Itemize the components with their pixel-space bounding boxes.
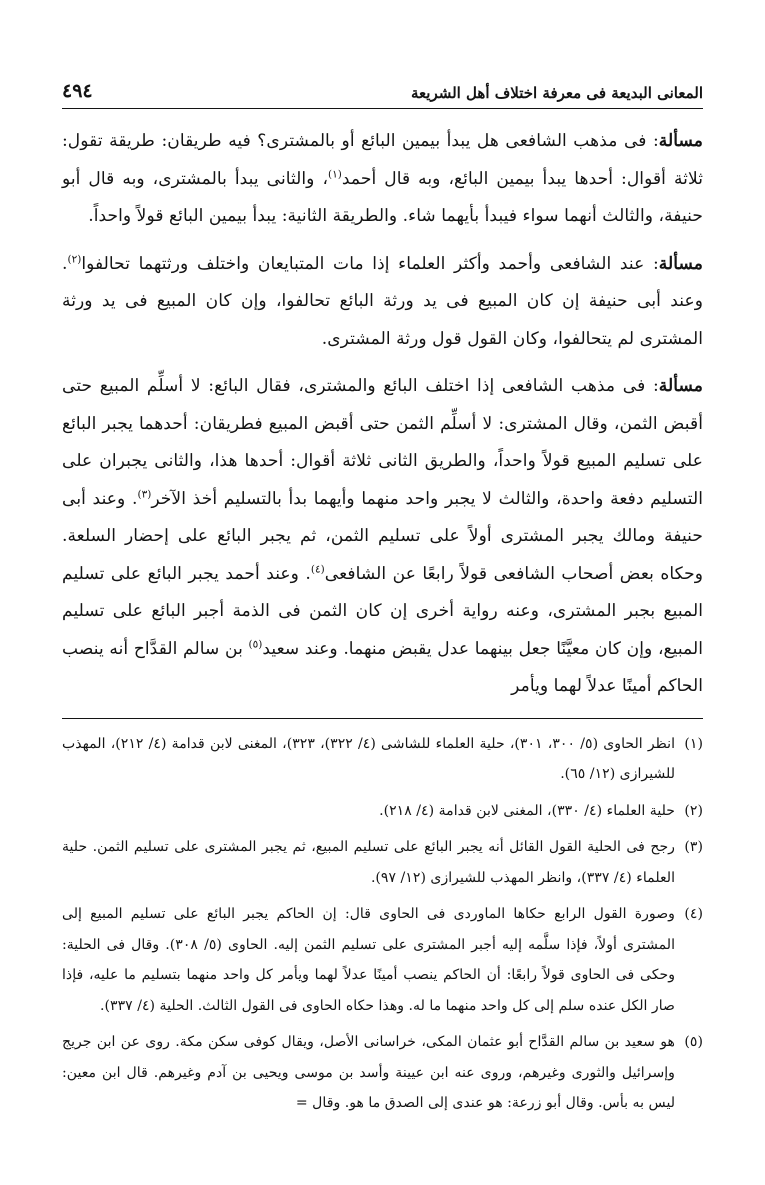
footnote-rule	[62, 718, 703, 719]
issue-label: مسألة	[658, 253, 703, 274]
footnote	[62, 899, 703, 1021]
footnote-number: (١)	[684, 735, 703, 752]
footnote-text: هو سعيد بن سالم القدَّاح أبو عثمان المكى، خراسانى الأصل، ويقال كوفى سكن مكة. روى عن ابن جريج وإسرائيل والثورى وغيرهم، وروى عنه ابن عيينة وأسد بن موسى ويحيى بن آدم وغيرهم. قال ابن معين: ليس به بأس. وقال أبو زرعة: هو عندى إلى الصدق ما هو. وقال =	[62, 1034, 675, 1111]
footnote-ref: (٣)	[137, 487, 152, 500]
issue-text: : فى مذهب الشافعى هل يبدأ بيمين البائع أو بالمشترى؟ فيه طريقان: طريقة تقول: ثلاثة أقوال: أحدها يبدأ بيمين البائع، وبه قال أحمد	[62, 131, 703, 189]
footnote-text: وصورة القول الرابع حكاها الماوردى فى الحاوى قال: إن الحاكم يجبر البائع على تسليم المبيع إلى المشترى أولاً، فإذا سلَّمه إليه أجبر المشترى على تسليم الثمن إليه. الحاوى (٥/ ٣٠٨). وقال فى الحلية: وحكى فى الحاوى قولاً رابعًا: أن الحاكم ينصب أمينًا عدلاً لهما ويأمر كل واحد منهما بتسليم ما عليه، فإذا صار الكل عنده سلم إلى كل واحد منهما ما له. وهذا حكاه الحاوى فى القول الثالث. الحلية (٤/ ٣٣٧).	[62, 906, 675, 1014]
footnote-number: (٣)	[684, 839, 703, 855]
running-title: المعانى البديعة فى معرفة اختلاف أهل الشريعة	[410, 84, 703, 102]
header-rule	[62, 108, 703, 109]
footnotes	[62, 729, 703, 1119]
footnote-text: رجح فى الحلية القول القائل أنه يجبر البائع على تسليم المبيع، ثم يجبر المشترى على تسليم الثمن. حلية العلماء (٤/ ٣٣٧)، وانظر المهذب للشيرازى (١٢/ ٩٧).	[62, 839, 675, 886]
issue-text: ، والثانى يبدأ بالمشترى، وبه قال أبو حنيفة، والثالث أنهما سواء فيبدأ بأيهما شاء. والطريقة الثانية: يبدأ بيمين البائع قولاً واحداً.	[62, 168, 703, 226]
issue-text: : فى مذهب الشافعى إذا اختلف البائع والمشترى، فقال البائع: لا أسلِّم المبيع حتى أقبض الثمن، وقال المشترى: لا أسلِّم الثمن حتى أقبض المبيع فطريقان: أحدهما يجبر البائع على تسليم المبيع قولاً واحداً، والطريق الثانى ثلاثة أقوال: أحدها هذا، والثانى يجبران على التسليم دفعة واحدة، والثالث لا يجبر واحد منهما وأيهما بدأ بالتسليم أخذ الآخر	[62, 376, 703, 509]
footnote-ref: (٢)	[67, 252, 82, 265]
issue-label: مسألة	[658, 131, 703, 151]
footnote-ref: (٤)	[310, 562, 325, 575]
footnote	[62, 796, 703, 827]
footnote	[62, 832, 703, 893]
footnote-number: (٥)	[684, 1034, 703, 1050]
footnote	[62, 1027, 703, 1119]
issue-text: . وعند أحمد يجبر البائع على تسليم المبيع بجبر المشترى، وعنه رواية أخرى إن كان الثمن فى الذمة أجبر البائع على تسليم المبيع، وإن كان معيَّنًا جعل بينهما عدل يقبض منهما. وعند سعيد	[62, 563, 703, 659]
footnote	[62, 729, 703, 790]
footnote-number: (٢)	[684, 802, 703, 819]
issue-paragraph	[62, 246, 703, 359]
footnote-number: (٤)	[684, 906, 703, 922]
page-number: ٤٩٤	[62, 80, 93, 102]
main-text	[62, 123, 703, 706]
footnote-text: حلية العلماء (٤/ ٣٣٠)، المغنى لابن قدامة (٤/ ٢١٨).	[379, 802, 675, 819]
footnote-text: انظر الحاوى (٥/ ٣٠٠، ٣٠١)، حلية العلماء للشاشى (٤/ ٣٢٢)، ٣٢٣)، المغنى لابن قدامة (٤/ ٢١٢)، المهذب للشيرازى (١٢/ ٦٥).	[62, 735, 676, 782]
footnote-ref: (١)	[328, 167, 342, 180]
issue-paragraph	[62, 123, 703, 236]
issue-text: : عند الشافعى وأحمد وأكثر العلماء إذا مات المتبايعان واختلف ورثتهما تحالفوا	[81, 253, 659, 274]
running-head	[62, 80, 703, 108]
issue-text: بن سالم القدَّاح أنه ينصب الحاكم أمينًا عدلاً لهما ويأمر	[62, 638, 703, 696]
footnote-ref: (٥)	[248, 637, 263, 650]
issue-paragraph	[62, 368, 703, 706]
issue-text: . وعند أبى حنيفة إن كان المبيع فى يد ورثة البائع تحالفوا، وإن كان المبيع فى يد ورثة المشترى لم يتحالفوا، وكان القول قول ورثة المشترى.	[62, 253, 703, 349]
issue-label: مسألة	[658, 376, 703, 396]
issue-text: . وعند أبى حنيفة ومالك يجبر المشترى أولاً على تسليم الثمن، ثم يجبر البائع على إحضار السلعة. وحكاه بعض أصحاب الشافعى قولاً رابعًا عن الشافعى	[62, 488, 704, 584]
